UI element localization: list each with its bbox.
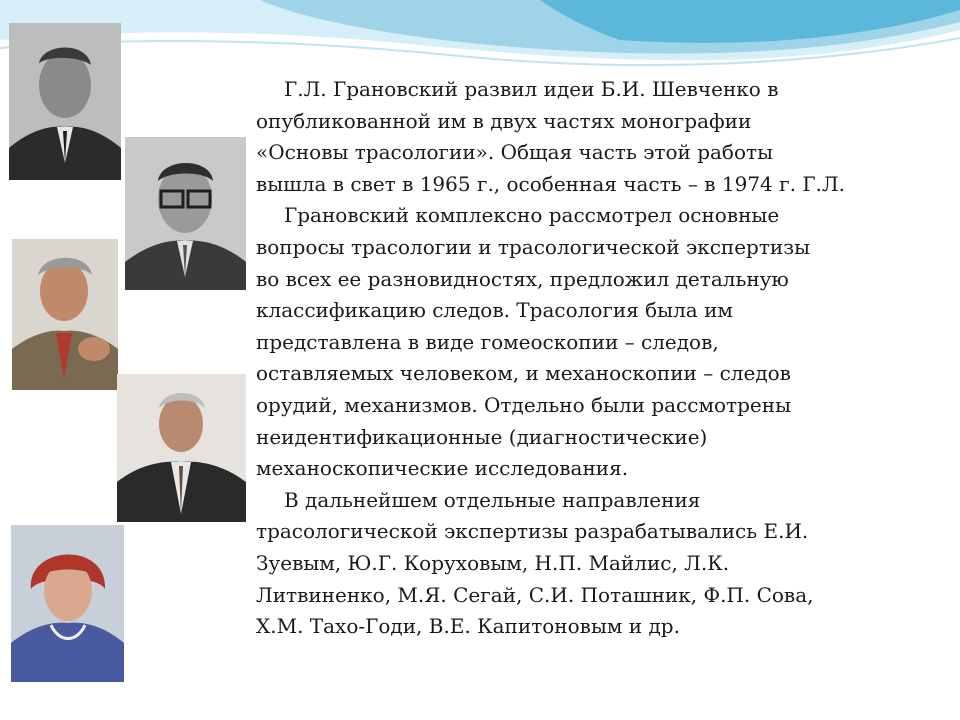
portrait-photo-2 xyxy=(125,137,246,290)
portrait-photo-4 xyxy=(117,374,246,522)
text-line: оставляемых человеком, и механоскопии – следов xyxy=(256,361,791,386)
text-line: Г.Л. Грановский развил идеи Б.И. Шевченко в xyxy=(284,77,779,101)
text-line: механоскопические исследования. xyxy=(256,456,629,481)
text-line: В дальнейшем отдельные направления xyxy=(284,487,701,512)
text-line: трасологической экспертизы разрабатывались Е.И. xyxy=(256,519,809,544)
text-line: вопросы трасологии и трасологической экспертизы xyxy=(256,234,811,259)
text-line: неидентификационные (диагностические) xyxy=(256,424,708,449)
text-line: классификацию следов. Трасология была им xyxy=(256,298,733,323)
text-line: во всех ее разновидностях, предложил детальную xyxy=(256,266,789,291)
text-line: вышла в свет в 1965 г., особенная часть – в 1974 г. Г.Л. xyxy=(256,171,845,196)
portrait-photo-3 xyxy=(12,239,118,390)
text-line: Х.М. Тахо-Годи, В.Е. Капитоновым и др. xyxy=(256,614,680,639)
text-line: Зуевым, Ю.Г. Коруховым, Н.П. Майлис, Л.К. xyxy=(256,550,730,575)
portrait-photo-1 xyxy=(9,23,121,180)
body-text xyxy=(256,74,936,643)
text-line: «Основы трасологии». Общая часть этой работы xyxy=(256,140,773,165)
text-line: орудий, механизмов. Отдельно были рассмотрены xyxy=(256,392,791,417)
text-line: опубликованной им в двух частях монографии xyxy=(256,108,752,133)
portrait-photo-5 xyxy=(11,525,124,682)
text-line: Литвиненко, М.Я. Сегай, С.И. Поташник, Ф.П. Сова, xyxy=(256,582,814,607)
text-line: Грановский комплексно рассмотрел основные xyxy=(284,203,780,228)
text-line: представлена в виде гомеоскопии – следов, xyxy=(256,329,719,354)
